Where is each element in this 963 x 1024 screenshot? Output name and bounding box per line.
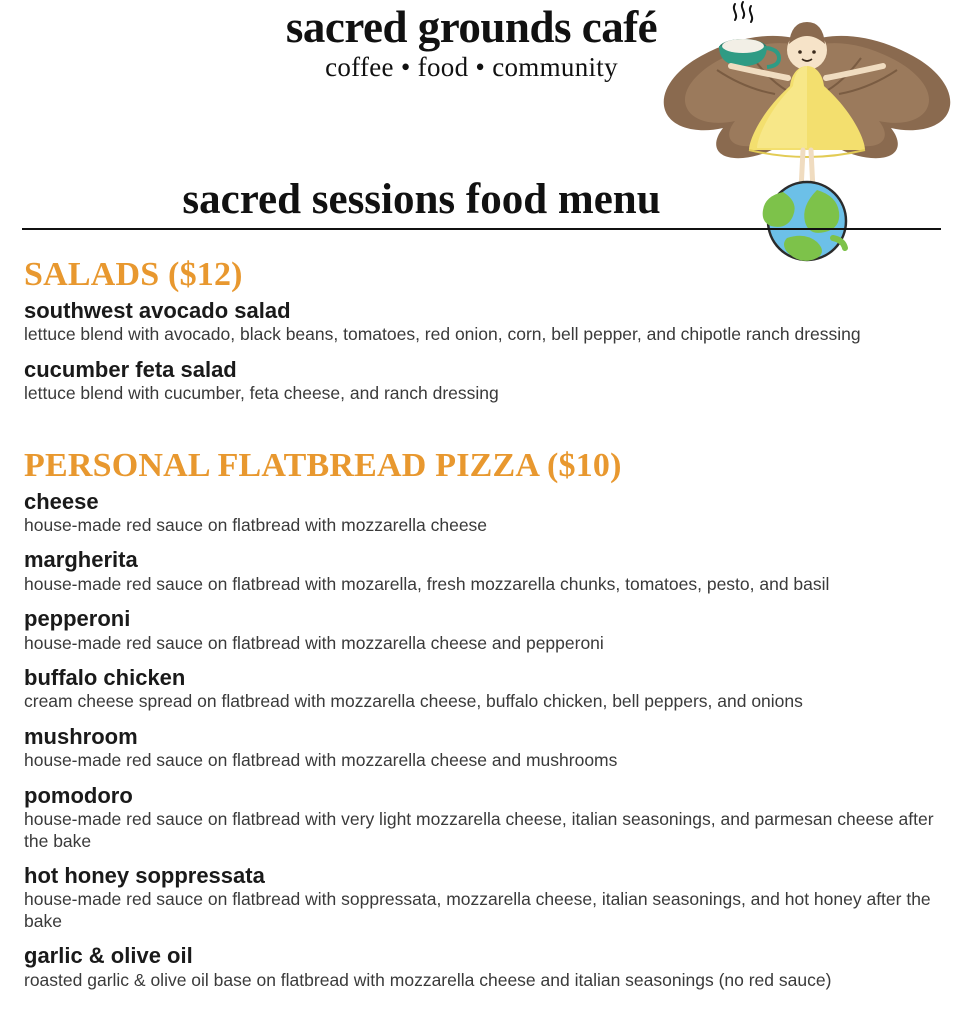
menu-item [24,783,941,852]
menu-item-description: lettuce blend with cucumber, feta cheese, and ranch dressing [24,383,499,404]
menu-item-name: pepperoni [24,606,131,632]
title-divider [22,228,941,230]
menu-item-name: margherita [24,547,138,573]
menu-item-description: house-made red sauce on flatbread with mozarella, fresh mozzarella chunks, tomatoes, pesto, and basil [24,573,830,594]
page-title: sacred sessions food menu [182,176,661,223]
menu-item-description: lettuce blend with avocado, black beans, tomatoes, red onion, corn, bell pepper, and chipotle ranch dressing [24,324,861,345]
menu-item-description: house-made red sauce on flatbread with very light mozzarella cheese, italian seasonings, and parmesan cheese after the bake [24,808,934,851]
menu-section-flatbread-pizza [24,447,941,992]
menu-item-name: buffalo chicken [24,665,186,691]
menu-item-name: pomodoro [24,782,133,808]
menu-title-section [0,176,963,238]
menu-item [24,547,941,595]
menu-item-description: house-made red sauce on flatbread with mozzarella cheese and mushrooms [24,750,618,771]
brand-subtitle: coffee • food • community [325,52,618,83]
menu-item [24,489,941,537]
menu-content [0,238,963,991]
menu-item-name: garlic & olive oil [24,943,193,969]
menu-section-salads [24,256,941,405]
menu-item [24,943,941,991]
menu-item-description: house-made red sauce on flatbread with soppressata, mozzarella cheese, italian seasonings, and hot honey after the bake [24,889,931,931]
menu-item-description: roasted garlic & olive oil base on flatbread with mozzarella cheese and italian seasonings (no red sauce) [24,969,832,990]
menu-item [24,298,941,346]
menu-item-description: cream cheese spread on flatbread with mozzarella cheese, buffalo chicken, bell peppers, and onions [24,691,803,712]
brand-title: sacred grounds café [285,2,658,52]
menu-item [24,863,941,932]
menu-item-name: hot honey soppressata [24,863,265,889]
menu-header [0,0,963,170]
menu-item-name: cheese [24,488,99,514]
menu-item [24,724,941,772]
section-heading: SALADS ($12) [24,256,243,293]
menu-item-name: mushroom [24,723,138,749]
menu-item-description: house-made red sauce on flatbread with mozzarella cheese [24,514,488,535]
menu-item-name: cucumber feta salad [24,356,237,382]
menu-item [24,606,941,654]
section-heading: PERSONAL FLATBREAD PIZZA ($10) [24,446,622,484]
menu-item [24,357,941,405]
menu-item-description: house-made red sauce on flatbread with mozzarella cheese and pepperoni [24,632,604,653]
menu-item-name: southwest avocado salad [24,298,291,323]
menu-item [24,665,941,713]
